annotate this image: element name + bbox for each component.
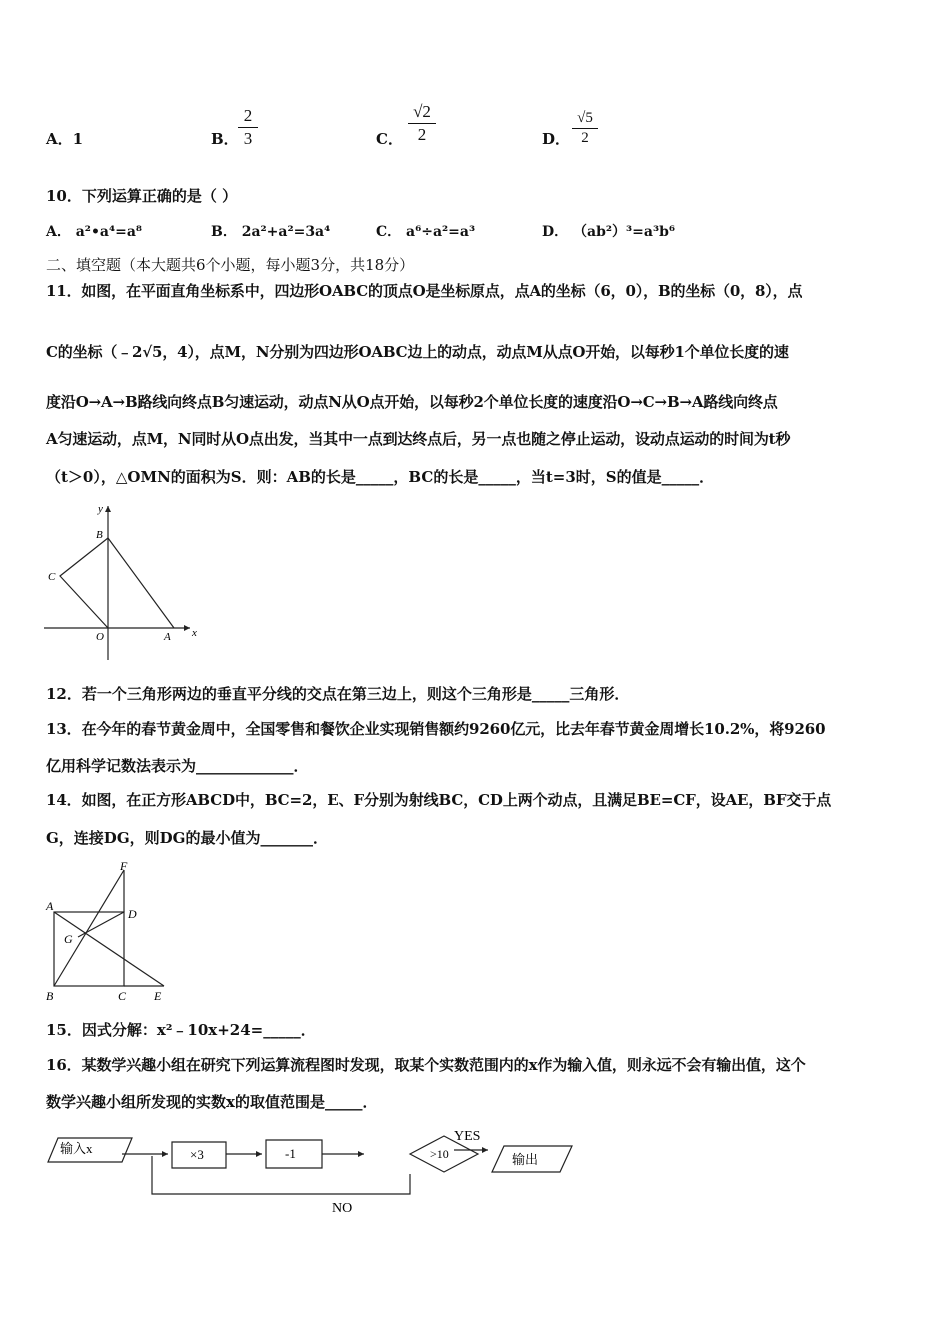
q9-option-b-label: B． <box>211 130 239 148</box>
section-heading-fill-in: 二、填空题（本大题共6个小题，每小题3分，共18分） <box>46 256 415 274</box>
fraction-numerator: 2 <box>243 106 253 125</box>
point-label-c: C <box>48 571 56 583</box>
q9-option-d-fraction <box>572 110 598 147</box>
q11-line-3: 度沿O→A→B路线向终点B匀速运动，动点N从O点开始，以每秒2个单位长度的速度沿O→C→B→A路线向终点 <box>46 393 778 411</box>
q16-line-1: 16．某数学兴趣小组在研究下列运算流程图时发现，取某个实数范围内的x作为输入值，则永远不会有输出值，这个 <box>46 1056 806 1074</box>
point-label-b: B <box>46 989 54 1003</box>
q10-option-b: B． 2a²+a²=3a⁴ <box>211 224 331 240</box>
q13-line-2: 亿用科学记数法表示为_____________． <box>46 757 309 775</box>
q11-line-1: 11．如图，在平面直角坐标系中，四边形OABC的顶点O是坐标原点，点A的坐标（6，0），B的坐标（0，8），点 <box>46 282 803 300</box>
q10-option-a: A． a²•a⁴=a⁸ <box>46 224 143 240</box>
q15-text: 15．因式分解：x²﹣10x+24=_____． <box>46 1021 316 1039</box>
q10-option-c: C． a⁶÷a²=a³ <box>376 224 476 240</box>
q11-line-2: C的坐标（﹣2√5，4），点M，N分别为四边形OABC边上的动点，动点M从点O开始，以每秒1个单位长度的速 <box>46 343 789 361</box>
q16-flowchart <box>42 1122 582 1218</box>
point-label-f: F <box>120 859 128 873</box>
q14-square-figure <box>42 856 172 1006</box>
q9-option-c-fraction <box>408 102 436 145</box>
fraction-denominator: 3 <box>243 129 253 148</box>
q14-line-1: 14．如图，在正方形ABCD中，BC=2，E、F分别为射线BC，CD上两个动点，且满足BE=CF，设AE，BF交于点 <box>46 791 832 809</box>
q10-option-d: D． （ab²）³=a³b⁶ <box>542 224 675 240</box>
point-label-c: C <box>118 989 127 1003</box>
point-label-a: A <box>46 899 54 913</box>
fraction-denominator: 2 <box>581 130 589 146</box>
point-label-d: D <box>128 907 137 921</box>
q9-option-d-label: D． <box>542 130 571 148</box>
flow-minus1-label: -1 <box>285 1146 296 1161</box>
axis-label-y: y <box>98 503 103 515</box>
flow-output-label: 输出 <box>512 1152 539 1167</box>
q16-line-2: 数学兴趣小组所发现的实数x的取值范围是_____． <box>46 1093 378 1111</box>
point-label-a: A <box>164 631 171 643</box>
point-label-g: G <box>64 932 73 946</box>
q9-option-c-label: C． <box>376 130 403 148</box>
q11-coordinate-figure <box>40 500 210 665</box>
q14-line-2: G，连接DG，则DG的最小值为_______． <box>46 829 328 847</box>
flow-input-label: 输入x <box>60 1141 93 1156</box>
point-label-e: E <box>154 989 162 1003</box>
flow-times3-label: ×3 <box>190 1147 204 1162</box>
q13-line-1: 13．在今年的春节黄金周中，全国零售和餐饮企业实现销售额约9260亿元，比去年春节黄金周增长10.2%，将9260 <box>46 720 826 738</box>
q11-line-4: A匀速运动，点M，N同时从O点出发，当其中一点到达终点后，另一点也随之停止运动，设动点运动的时间为t秒 <box>46 430 791 448</box>
flow-yes-label: YES <box>454 1129 481 1144</box>
q9-option-a: A．1 <box>46 130 84 148</box>
fraction-denominator: 2 <box>417 125 427 144</box>
q11-line-5: （t＞0），△OMN的面积为S．则：AB的长是_____，BC的长是_____，当t=3时，S的值是_____． <box>46 468 715 486</box>
flow-condition-label: >10 <box>430 1147 449 1161</box>
point-label-b: B <box>96 529 103 541</box>
q12-text: 12．若一个三角形两边的垂直平分线的交点在第三边上，则这个三角形是_____三角形． <box>46 685 630 703</box>
q9-option-b-fraction <box>238 106 258 149</box>
point-label-o: O <box>96 631 104 643</box>
fraction-numerator: √5 <box>577 110 593 126</box>
q10-stem: 10．下列运算正确的是（ ） <box>46 187 238 205</box>
flow-no-label: NO <box>332 1201 353 1216</box>
axis-label-x: x <box>192 627 197 639</box>
fraction-numerator: √2 <box>413 102 431 121</box>
